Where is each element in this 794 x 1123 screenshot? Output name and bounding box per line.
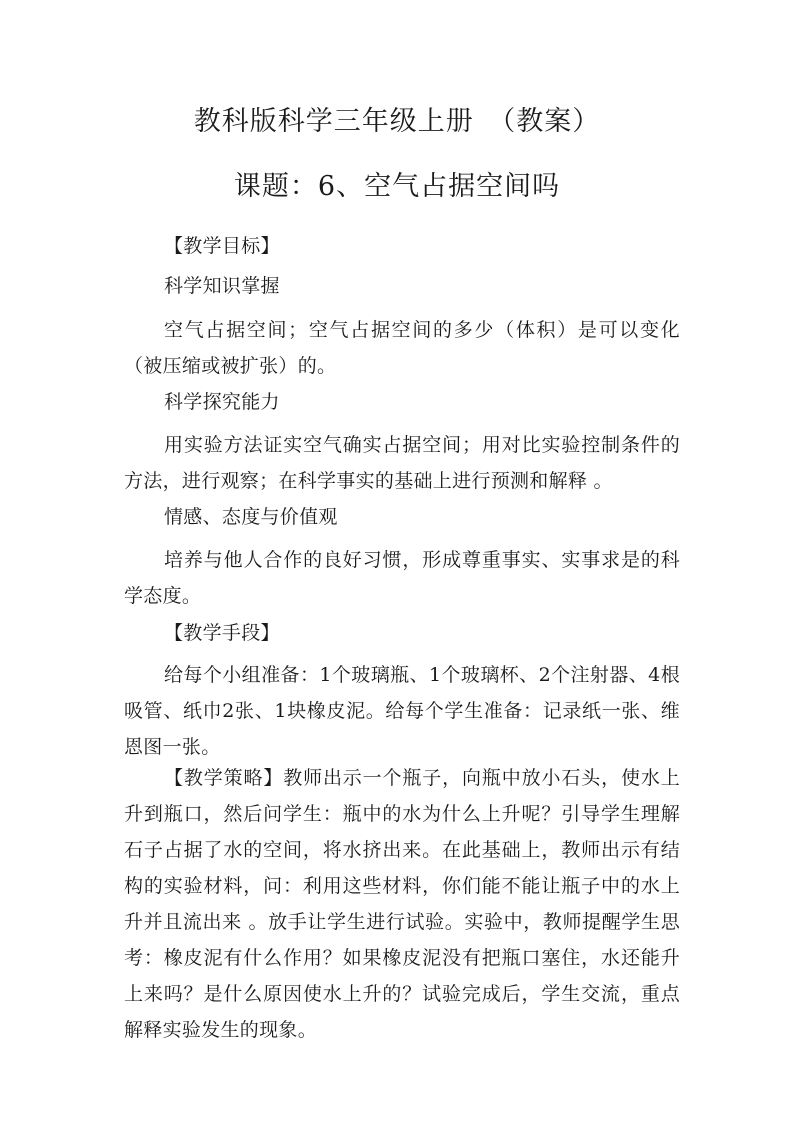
document-title: 教科版科学三年级上册 （教案） xyxy=(193,106,601,137)
lesson-title: 课题：6、空气占据空间吗 xyxy=(233,171,561,202)
ability-paragraph: 用实验方法证实空气确实占据空间；用对比实验控制条件的方法，进行观察；在科学事实的基础上进行预测和解释 。 xyxy=(124,434,680,492)
ability-heading: 科学探究能力 xyxy=(164,391,280,413)
attitude-paragraph: 培养与他人合作的良好习惯，形成尊重事实、实事求是的科学态度。 xyxy=(124,549,680,607)
knowledge-paragraph: 空气占据空间；空气占据空间的多少（体积）是可以变化（被压缩或被扩张）的。 xyxy=(124,319,680,377)
teaching-goals-heading: 【教学目标】 xyxy=(164,235,280,257)
teaching-means-paragraph: 给每个小组准备：1个玻璃瓶、1个玻璃杯、2个注射器、4根吸管、纸巾2张、1块橡皮泥。给每个学生准备：记录纸一张、维恩图一张。 xyxy=(124,664,680,758)
teaching-strategy-paragraph: 【教学策略】教师出示一个瓶子，向瓶中放小石头，使水上升到瓶口，然后问学生：瓶中的水为什么上升呢？引导学生理解石子占据了水的空间，将水挤出来。在此基础上，教师出示有结构的实验材料，问：利用这些材料，你们能不能让瓶子中的水上升并且流出来 。放手让学生进行试验。实验中，教师提醒学生思考：橡皮泥有什么作用？如果橡皮泥没有把瓶口塞住，水还能升上来吗？是什么原因使水上升的？试验完成后，学生交流，重点解释实验发生的现象。 xyxy=(124,767,680,1041)
attitude-heading: 情感、态度与价值观 xyxy=(164,506,338,528)
knowledge-heading: 科学知识掌握 xyxy=(164,275,280,297)
teaching-means-heading: 【教学手段】 xyxy=(164,622,280,644)
